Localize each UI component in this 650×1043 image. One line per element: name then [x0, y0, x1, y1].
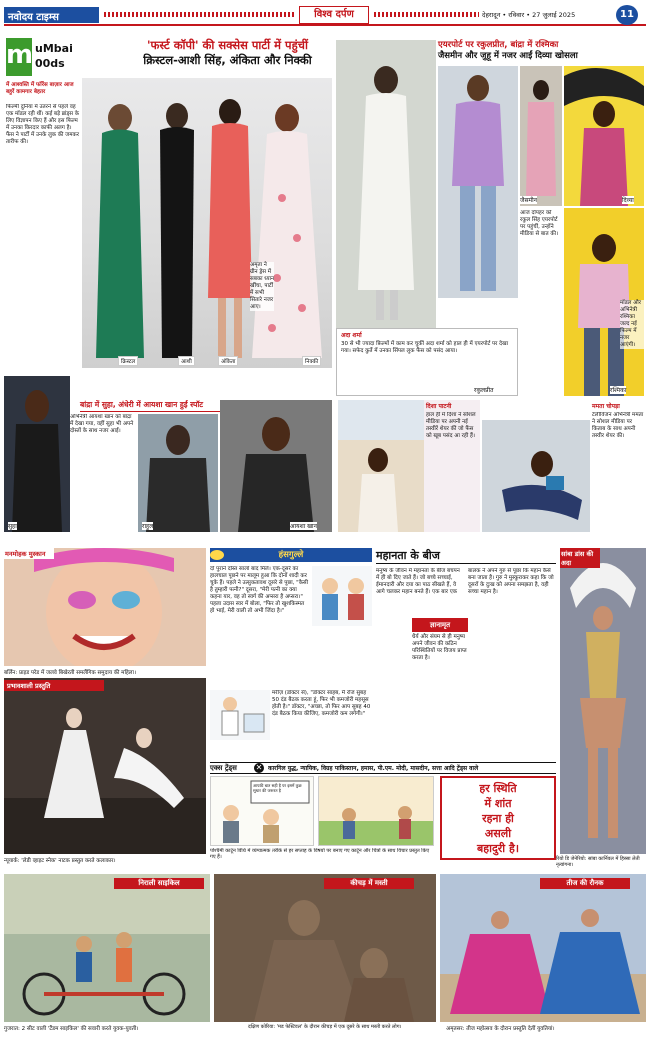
rakul-photo — [438, 66, 518, 298]
samba-photo — [560, 548, 646, 854]
dance-title: प्रभावशाली प्रस्तुति — [4, 680, 104, 691]
joke-2: मरीज़ (डॉक्टर से), "डॉक्टर साहब, मैं रोज सुबह 50 दंड बैठक करता हूं, फिर भी कमजोरी महसूस होती है।" डॉक्टर, "अच्छा, तो फिर आप सुबह 40 दंड बैठक किया कीजिए, कमजोरी कम लगेगी।" — [272, 690, 371, 717]
teej-title: तीज की रौनक — [540, 878, 630, 889]
jasmine-photo — [520, 66, 562, 206]
mahanta-title: महानता के बीज — [376, 548, 556, 564]
bandra-text: अभिनेत्री आयशा खान को बांद्रा में देखा गया, वहीं सुहा भी अपने दोस्तों के साथ नजर आईं। — [70, 414, 134, 434]
section-title: विश्व दर्पण — [299, 6, 369, 24]
name-divya: दिव्या — [622, 197, 634, 204]
paper-name: नवोदय टाइम्स — [4, 7, 99, 23]
quote-line-3: रहना ही — [482, 812, 514, 825]
divya-photo — [564, 66, 644, 206]
disha-text: हाल ही में दिशा ने सोशल मीडिया पर अपनी नई तस्वीरें शेयर कीं जो फैंस को खूब पसंद आ रही हैं। — [426, 412, 476, 439]
smiley-icon — [210, 550, 224, 560]
cycle-title: निराली साइकिल — [114, 878, 204, 889]
mumbai-sub: में आश्वस्ति में फॉरेंस बाज़ार आज बहुरें कामगार बेहतर — [6, 82, 74, 95]
party-side-caption: अमृता ने ग्रीन ड्रेस में सबका ध्यान खींचा, पार्टी में सभी सितारे नजर आए। — [250, 262, 274, 310]
dance-photo — [4, 678, 206, 854]
samba-caption: रियो डि जेनेरियो: सांबा कार्निवल में हिस्सा लेती नृत्यांगना। — [556, 856, 640, 868]
cartoon-header-rest: कारगिल युद्ध, न्यायिक, विग्रह पाकिस्तान, हमास, पी.एम. मोदी, मासदीन, सत्ता आदि ट्रेंड्स वाले — [268, 765, 479, 772]
name-aashi: आशी — [178, 356, 195, 366]
cartoon-1 — [210, 776, 314, 846]
quote-line-5: बहादुरी है। — [477, 842, 519, 855]
top-headline-line2: क्रिस्टल-आशी सिंह, अंकिता और निक्की — [143, 53, 312, 67]
logo-m: m — [6, 38, 32, 76]
joke-illustration — [312, 566, 372, 626]
quote-line-2: में शांत — [484, 797, 512, 810]
mud-caption: दक्षिण कोरिया: 'मड फेस्टिवल' के दौरान कीचड़ में एक दूसरे के साथ मस्ती करते लोग। — [248, 1024, 402, 1030]
mumbai-logo — [6, 38, 80, 78]
mahanta-body: मनुष्य के जीवन में महानता के बीज बचपन में ही बो दिए जाते हैं। जो बच्चे सच्चाई, ईमानदारी और दया का पाठ सीखते हैं, वे आगे चलकर महान बनते हैं। एक बार एक बालक ने अपने गुरु से पूछा कि महान कैसे बना जाता है। गुरु ने मुस्कुराकर कहा कि जो दूसरों के दुःख को अपना समझता है, वही सच्चा महान है। — [376, 568, 554, 595]
disha-name: दिशा पाटनी — [426, 403, 452, 410]
samba-title: सांबा डांस की अदा — [560, 548, 600, 568]
ayesha-photo — [220, 400, 332, 532]
mumbai-body: फिल्मी दुनिया में उतरने से पहले वह एक मॉडल रही थीं। कई बड़े ब्रांड्स के लिए विज्ञापन किए हैं और इस फिल्म में उनका किरदार काफी अलग है। फैंस ने पार्टी में उनके लुक की जमकर तारीफ की। — [6, 104, 80, 145]
name-rahul: राहुल — [142, 523, 154, 530]
cycle-caption: गुजरात: 2 सीट वाली 'टैंडम साइकिल' की सवारी करते युवक-युवती। — [4, 1026, 139, 1032]
humor-title: हंसगुल्ले — [210, 548, 372, 562]
doctor-illustration — [210, 690, 270, 740]
airport-headline-line2: जैसमीन और जुहू में नजर आईं दिव्या खोसला — [438, 51, 578, 61]
quote-box — [440, 776, 556, 860]
ada-photo — [336, 40, 436, 330]
disha-photo-2 — [482, 420, 590, 532]
airport-headline-line1: एयरपोर्ट पर रकुलप्रीत, बांद्रा में रश्मिका — [438, 40, 559, 50]
party-photo — [82, 78, 332, 368]
name-crystal: क्रिस्टल — [118, 356, 138, 366]
ada-caption: अदा शर्मा — [341, 332, 362, 339]
name-rakul: रकुलप्रीत — [474, 387, 494, 394]
mamta-name: ममता चोपड़ा — [592, 403, 620, 410]
happy-face-photo — [4, 548, 206, 666]
cycle-photo — [4, 874, 210, 1022]
date-line: देहरादून • रविवार • 27 जुलाई 2025 — [482, 11, 576, 19]
bandra-headline: बांद्रा में सुहा, अंधेरी में आयशा खान हुईं स्पॉट — [80, 400, 320, 412]
rahul-photo — [138, 414, 218, 532]
cartoon-header — [210, 762, 556, 774]
page-number: 11 — [616, 5, 638, 25]
airport-headline — [438, 40, 646, 62]
gyan-title: ज्ञानामृत — [412, 618, 468, 632]
name-ankita: अंकिता — [218, 356, 238, 366]
cartoon-2 — [318, 776, 434, 846]
quote-line-1: हर स्थिति — [479, 782, 517, 795]
party-figures — [82, 78, 332, 368]
name-ayesha: आयशा खान — [290, 523, 317, 530]
gyan-text: धैर्य और संयम से ही मनुष्य अपने जीवन की कठिन परिस्थितियों पर विजय प्राप्त करता है। — [412, 634, 467, 661]
airport-right-text: मॉडल और अभिनेत्री रश्मिका जल्द नई फिल्म में नजर आएंगी। — [620, 300, 644, 349]
x-icon: ✕ — [255, 763, 263, 772]
disha-box — [424, 400, 480, 532]
mamta-box — [590, 400, 646, 532]
top-headline-line1: 'फर्स्ट कॉपी' की सक्सेस पार्टी में पहुंचीं — [147, 38, 308, 52]
masthead-dots-right — [374, 12, 479, 17]
name-nikki: निक्की — [302, 356, 321, 366]
suha-photo — [4, 376, 70, 532]
joke-1: दो पुराने दोस्त सालों बाद मिले। एक-दूसरे का हालचाल पूछने पर मालूम हुआ कि दोनों शादी कर चुके हैं। पहले ने उत्सुकतावश दूसरे से पूछा, "कैसी है तुम्हारी पत्नी?" दूसरा, "मेरी पत्नी का क्या कहना यार, वह तो स्वर्ग की अप्सरा है अप्सरा।" पहला उदास स्वर में बोला, "फिर तो खुशकिस्मत हो भाई, मेरी वाली तो अभी जिंदा है।" — [210, 566, 309, 614]
cartoon-speech: आपकी बात सही है पर इसमें कुछ सुधार की जरूरत है — [253, 783, 302, 793]
mud-title: कीचड़ में मस्ती — [324, 878, 414, 889]
name-jasmine: जैसमीन — [520, 197, 537, 204]
masthead — [4, 4, 646, 26]
cartoon-caption: पश्चिमी कार्टून विधि में व्यंग्यात्मक तरीके से हर सप्ताह के विषयों पर बनाए गए कार्टून और चित्रों के साथ विचार प्रस्तुत किए गए हैं। — [210, 848, 430, 860]
dance-caption: न्यूयार्क: 'लेडी व्हाइट स्नेक' नाटक प्रस्तुत करते कलाकार। — [4, 858, 116, 864]
masthead-dots — [104, 12, 294, 17]
logo-text-2: 00ds — [35, 57, 65, 70]
happy-face-caption: बर्लिन: प्राइड परेड में जलवे बिखेरती समलैंगिक समुदाय की महिला। — [4, 668, 206, 676]
ada-text: 30 से भी ज्यादा फ़िल्मों में काम कर चुकीं अदा शर्मा को हाल ही में एयरपोर्ट पर देखा गया। सफेद कुर्ते में उनका सिंपल लुक फैंस को पसंद आया। — [341, 341, 509, 354]
teej-photo — [440, 874, 646, 1022]
quote-line-4: असली — [484, 827, 512, 840]
mamta-text: टेलीविजन अभिनेत्री ममता ने सोशल मीडिया पर किताब के साथ अपनी तस्वीर शेयर की। — [592, 412, 644, 439]
top-headline — [120, 38, 335, 68]
mud-photo — [214, 874, 436, 1022]
airport-side-text: आज दोपहर को रकुल सिंह एयरपोर्ट पर पहुंचीं, उन्होंने मीडिया से बात की। — [520, 210, 559, 237]
logo-text-1: uMbai — [35, 42, 73, 55]
disha-photo-1 — [338, 400, 424, 532]
teej-caption: अमृतसर: तीज महोत्सव के दौरान प्रस्तुति देतीं युवतियां। — [446, 1026, 555, 1032]
happy-face-title: मनमोहक मुस्कान — [4, 548, 54, 559]
name-rashmika: रश्मिका — [610, 387, 627, 394]
name-suha: सुहा — [8, 523, 17, 530]
cartoon-header-label: एक्स ट्रेंड्स — [210, 764, 237, 772]
